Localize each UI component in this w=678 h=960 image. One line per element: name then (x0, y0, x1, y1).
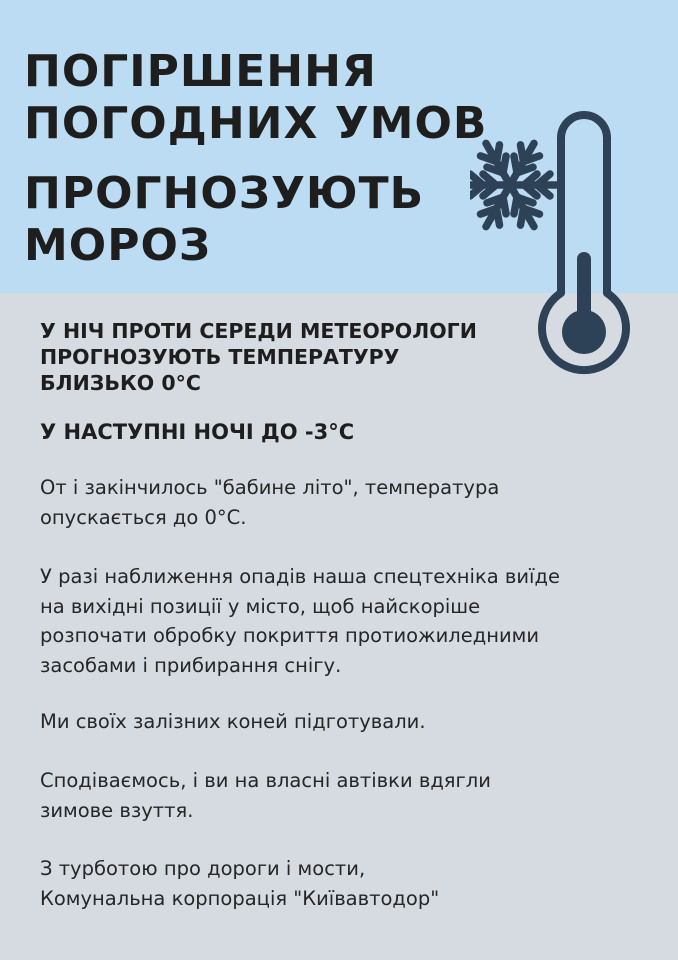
paragraph-line: Ми своїх залізних коней підготували. (40, 710, 426, 733)
subheading-line: БЛИЗЬКО 0°C (40, 371, 201, 395)
paragraph-line: засобами і прибирання снігу. (40, 653, 342, 677)
paragraph-equipment (40, 562, 560, 680)
paragraph-line: Сподіваємось, і ви на власні автівки вдягли (40, 769, 491, 792)
headline-line: ПОГІРШЕННЯ (24, 46, 377, 97)
signature (40, 854, 439, 913)
subheading-line: У НІЧ ПРОТИ СЕРЕДИ МЕТЕОРОЛОГИ (40, 319, 477, 343)
weather-illustration (470, 110, 645, 390)
paragraph-line: Комунальна корпорація "Київавтодор" (40, 886, 440, 910)
snowflake-icon (470, 138, 558, 232)
paragraph-line: на вихідні позиції у місто, щоб найскоріше (40, 594, 481, 618)
subheading-line: У НАСТУПНІ НОЧІ ДО -3°C (40, 420, 355, 444)
paragraph-line: зимове взуття. (40, 798, 194, 822)
headline-line: МОРОЗ (24, 220, 212, 271)
subheading-forecast (40, 318, 477, 396)
subheading-line: ПРОГНОЗУЮТЬ ТЕМПЕРАТУРУ (40, 345, 400, 369)
headline-top (24, 46, 487, 150)
paragraph-line: З турботою про дороги і мости, (40, 857, 366, 880)
headline-line: ПРОГНОЗУЮТЬ (24, 168, 425, 219)
thermometer-icon (542, 115, 626, 370)
paragraph-line: розпочати обробку покриття протиожиледними (40, 624, 540, 647)
headline-bottom (24, 168, 424, 272)
headline-line: ПОГОДНИХ УМОВ (24, 98, 488, 149)
paragraph-tires (40, 766, 491, 825)
paragraph-prepared (40, 707, 426, 737)
paragraph-line: опускається до 0°C. (40, 505, 247, 529)
subheading-next-nights (40, 419, 354, 445)
paragraph-intro (40, 473, 499, 532)
paragraph-line: От і закінчилось "бабине літо", температура (40, 476, 500, 499)
paragraph-line: У разі наближення опадів наша спецтехніка виїде (40, 565, 560, 588)
